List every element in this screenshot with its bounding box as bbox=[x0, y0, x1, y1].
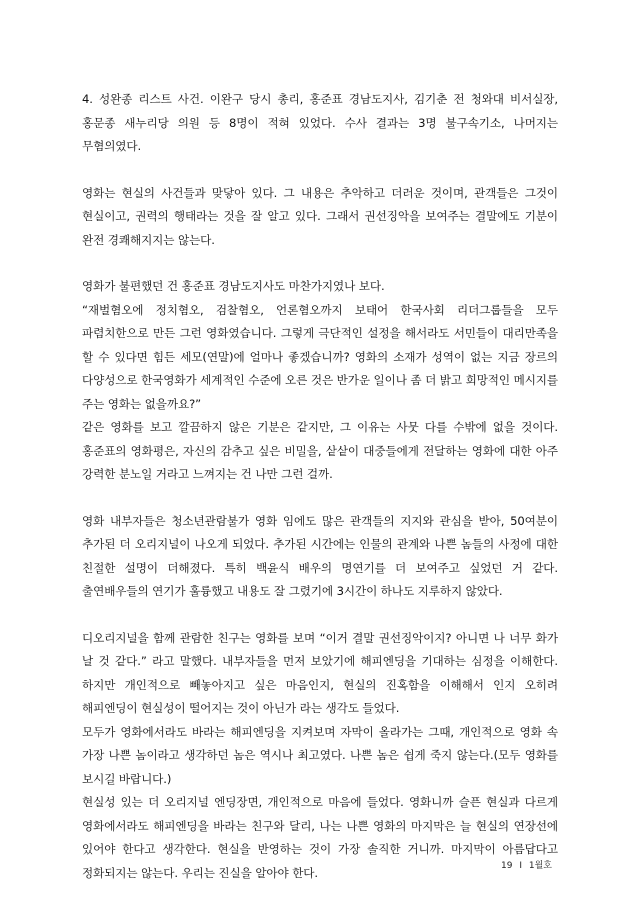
footer-separator: I bbox=[519, 861, 522, 871]
paragraph-gap bbox=[82, 252, 558, 275]
paragraph-sung-wan-jong-list: 4. 성완종 리스트 사건. 이완구 당시 총리, 홍준표 경남도지사, 김기춘 전 청와대 비서실장, 홍문종 새누리당 의원 등 8명이 적혀 있었다. 수사 결과는 3명 불구속기소, 나머지는 무혐의였다. bbox=[82, 92, 558, 153]
paragraph-reality: 영화는 현실의 사건들과 맞닿아 있다. 그 내용은 추악하고 더러운 것이며, 관객들은 그것이 현실이고, 권력의 행태라는 것을 잘 알고 있다. 그래서 권선징악을 보여주는 결말에도 기분이 완전 경쾌해지지는 않는다. bbox=[82, 185, 558, 247]
paragraph-gap bbox=[82, 159, 558, 182]
paragraph-ending: 디오리지널을 함께 관람한 친구는 영화를 보며 “이거 결말 권선징악이지? 아니면 나 너무 화가 날 것 같다.” 라고 말했다. 내부자들을 먼저 보았기에 해피엔딩을 기대하는 심정을 이해한다. 하지만 개인적으로 빼놓아지고 싶은 마음인지, 현실의 진혹함을 이해해서 인지 오히려 해피엔딩이 현실성이 떨어지는 것이 아닌가 라는 생각도 들었다. 모두가 영화에서라도 바라는 해피엔딩을 지켜보며 자막이 올라가는 그때, 개인적으로 영화 속 가장 나쁜 놈이라고 생각하던 놈은 역시나 최고였다. 나쁜 놈은 쉽게 죽지 않는다.(모두 영화를 보시길 바랍니다.) 현실성 있는 더 오리지널 엔딩장면, 개인적으로 마음에 들었다. 영화니까 슬픈 현실과 다르게 영화에서라도 해피엔딩을 바라는 친구와 달리, 나는 나쁜 영화의 마지막은 늘 현실의 연장선에 있어야 한다고 생각한다. 현실을 반영하는 것이 가장 솔직한 거니까. 마지막이 아름답다고 정화되지는 않는다. 우리는 진실을 알아야 한다. bbox=[82, 630, 558, 880]
issue-label: 1월호 bbox=[528, 861, 552, 871]
paragraph-gap bbox=[82, 604, 558, 627]
paragraph-hong-review: 영화가 불편했던 건 홍준표 경남도지사도 마찬가지였나 보다. “재벌혐오에 정치혐오, 검찰혐오, 언론혐오까지 보태어 한국사회 리더그룹들을 모두 파렴치한으로 만든 그런 영화였습니다. 그렇게 극단적인 설정을 해서라도 서민들이 대리만족을 할 수 있다면 힘든 세모(연말)에 얼마나 좋겠습니까? 영화의 소재가 성역이 없는 지금 장르의 다양성으로 한국영화가 세계적인 수준에 오른 것은 반가운 일이나 좀 더 밝고 희망적인 메시지를 주는 영화는 없을까요?” 같은 영화를 보고 깔끔하지 않은 기분은 같지만, 그 이유는 사뭇 다를 수밖에 없을 것이다. 홍준표의 영화평은, 자신의 감추고 싶은 비밀을, 샅샅이 대중들에게 전달하는 영화에 대한 아주 강력한 분노일 거라고 느껴지는 건 나만 그런 걸까. bbox=[82, 279, 558, 481]
paragraph-gap bbox=[82, 487, 558, 510]
paragraph-original-cut: 영화 내부자들은 청소년관람불가 영화 임에도 많은 관객들의 지지와 관심을 받아, 50여분이 추가된 더 오리지널이 나오게 되었다. 추가된 시간에는 인물의 관계와 나쁜 놈들의 사정에 대한 친절한 설명이 더해졌다. 특히 백윤식 배우의 명연기를 더 보여주고 싶었던 거 같다. 출연배우들의 연기가 훌륭했고 내용도 잘 그렸기에 3시간이 하나도 지루하지 않았다. bbox=[82, 513, 558, 598]
page-footer bbox=[501, 858, 552, 871]
page-number: 19 bbox=[501, 861, 513, 871]
